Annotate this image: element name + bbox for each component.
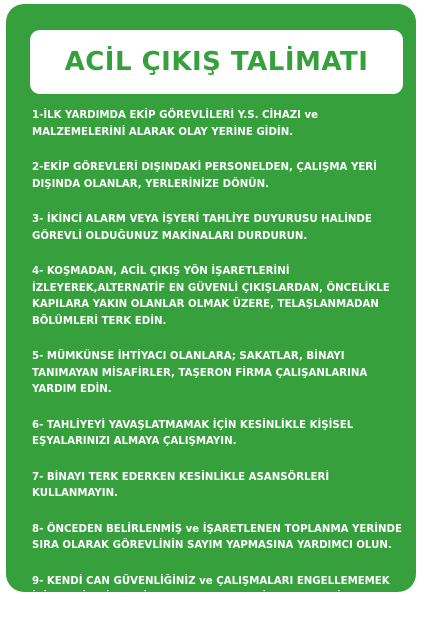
- instruction-item-7: 7- BİNAYI TERK EDERKEN KESİNLİKLE ASANSÖRLERİ KULLANMAYIN.: [32, 470, 408, 503]
- instruction-item-2: 2-EKİP GÖREVLERİ DIŞINDAKİ PERSONELDEN, ÇALIŞMA YERİ DIŞINDA OLANLAR, YERLERİNİZE DÖNÜN.: [32, 160, 408, 193]
- instruction-list: [32, 108, 408, 642]
- instruction-item-5: 5- MÜMKÜNSE İHTİYACI OLANLARA; SAKATLAR, BİNAYI TANIMAYAN MİSAFİRLER, TAŞERON FİRMA ÇALIŞANLARINA YARDIM EDİN.: [32, 349, 408, 399]
- title-box: [30, 30, 403, 94]
- emergency-exit-sign: [6, 4, 416, 592]
- instruction-item-9: 9- KENDİ CAN GÜVENLİĞİNİZ ve ÇALIŞMALARI ENGELLEMEMEK İÇİN SAKİN BİR ŞEKİLDE TOPLANMA YERİNDE BEKLEYİN.: [32, 574, 408, 607]
- instruction-item-10: 10- SORUMLUNUN TALİMATLARINA UYUN.: [32, 626, 408, 642]
- sign-title: ACİL ÇIKIŞ TALİMATI: [65, 47, 369, 77]
- instruction-item-3: 3- İKİNCİ ALARM VEYA İŞYERİ TAHLİYE DUYURUSU HALİNDE GÖREVLİ OLDUĞUNUZ MAKİNALARI DURDURUN.: [32, 212, 408, 245]
- instruction-item-1: 1-İLK YARDIMDA EKİP GÖREVLİLERİ Y.S. CİHAZI ve MALZEMELERİNİ ALARAK OLAY YERİNE GİDİN.: [32, 108, 408, 141]
- instruction-item-4: 4- KOŞMADAN, ACİL ÇIKIŞ YÖN İŞARETLERİNİ İZLEYEREK,ALTERNATİF EN GÜVENLİ ÇIKIŞLARDAN, ÖNCELİKLE KAPILARA YAKIN OLANLAR OLMAK ÜZERE, TELAŞLANMADAN BÖLÜMLERİ TERK EDİN.: [32, 264, 408, 330]
- instruction-item-8: 8- ÖNCEDEN BELİRLENMİŞ ve İŞARETLENEN TOPLANMA YERİNDE SIRA OLARAK GÖREVLİNİN SAYIM YAPMASINA YARDIMCI OLUN.: [32, 522, 408, 555]
- instruction-item-6: 6- TAHLİYEYİ YAVAŞLATMAMAK İÇİN KESİNLİKLE KİŞİSEL EŞYALARINIZI ALMAYA ÇALIŞMAYIN.: [32, 418, 408, 451]
